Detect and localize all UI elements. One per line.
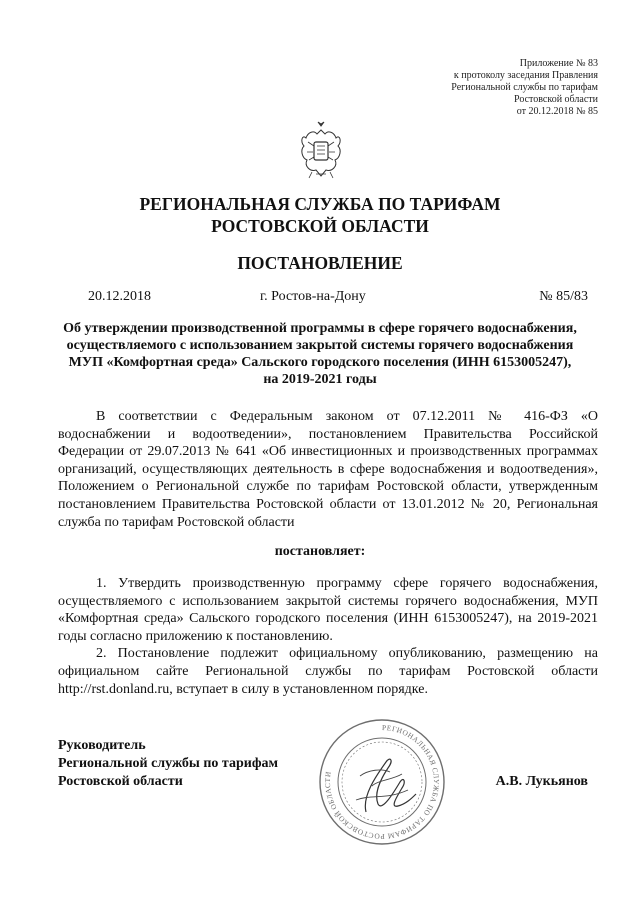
document-type: ПОСТАНОВЛЕНИЕ — [237, 253, 403, 273]
appendix-line: Региональной службы по тарифам — [451, 82, 598, 93]
document-number: № 85/83 — [539, 289, 588, 304]
document-subject: Об утверждении производственной программы в сфере горячего водоснабжения, осуществляемого с использованием закрытой системы горячего водоснабжения МУП «Комфортная среда» Сальского городского поселения (ИНН 6153005247), на 2019-2021 годы — [63, 321, 577, 387]
organization-name — [0, 193, 640, 237]
preamble-paragraph: В соответствии с Федеральным законом от 07.12.2011 № 416-ФЗ «О водоснабжении и водоотведении», постановлением Правительства Российской Федерации от 29.07.2013 № 641 «Об инвестиционных и производственных программах организаций, осуществляющих деятельность в сфере водоснабжения и водоотведения», Положением о Региональной службе по тарифам Ростовской области, утвержденным постановлением Правительства Ростовской области от 13.01.2012 № 20, Региональная служба по тарифам Ростовской области — [58, 409, 598, 530]
appendix-note — [451, 58, 598, 118]
seal-stamp-icon — [316, 716, 448, 848]
resolution-item: 2. Постановление подлежит официальному опубликованию, размещению на официальном сайте Региональной службы по тарифам Ростовской области http://rst.donland.ru, вступает в силу в установленном порядке. — [58, 646, 598, 697]
document-meta — [88, 288, 588, 306]
svg-text:РЕГИОНАЛЬНАЯ СЛУЖБА ПО ТАРИФАМ — [323, 723, 441, 841]
resolution-item: 1. Утвердить производственную программу сфере горячего водоснабжения, осуществляемого с использованием закрытой системы горячего водоснабжения, МУП «Комфортная среда» Сальского городского поселения (ИНН 6153005247), на 2019-2021 годы согласно приложению к постановлению. — [58, 576, 598, 644]
organization-name-line1: РЕГИОНАЛЬНАЯ СЛУЖБА ПО ТАРИФАМ — [139, 194, 501, 214]
document-city: г. Ростов-на-Дону — [260, 289, 366, 304]
organization-name-line2: РОСТОВСКОЙ ОБЛАСТИ — [211, 216, 429, 236]
resolution-items — [58, 575, 598, 698]
signatory-name: А.В. Лукьянов — [495, 774, 588, 789]
signatory-title-line: Руководитель — [58, 738, 146, 753]
signatory-title-line: Ростовской области — [58, 774, 183, 789]
appendix-line: Ростовской области — [514, 94, 598, 105]
seal-ring-text: РЕГИОНАЛЬНАЯ СЛУЖБА ПО ТАРИФАМ РОСТОВСКОЙ ОБЛАСТИ — [322, 722, 441, 842]
resolves-heading: постановляет: — [274, 544, 366, 559]
signatory-title — [58, 737, 278, 791]
preamble — [58, 408, 598, 531]
appendix-line: от 20.12.2018 № 85 — [516, 106, 598, 117]
signatory-title-line: Региональной службы по тарифам — [58, 756, 279, 771]
appendix-line: Приложение № 83 — [519, 58, 598, 69]
coat-of-arms-icon — [298, 120, 344, 182]
appendix-line: к протоколу заседания Правления — [453, 70, 598, 81]
document-date: 20.12.2018 — [88, 289, 151, 304]
